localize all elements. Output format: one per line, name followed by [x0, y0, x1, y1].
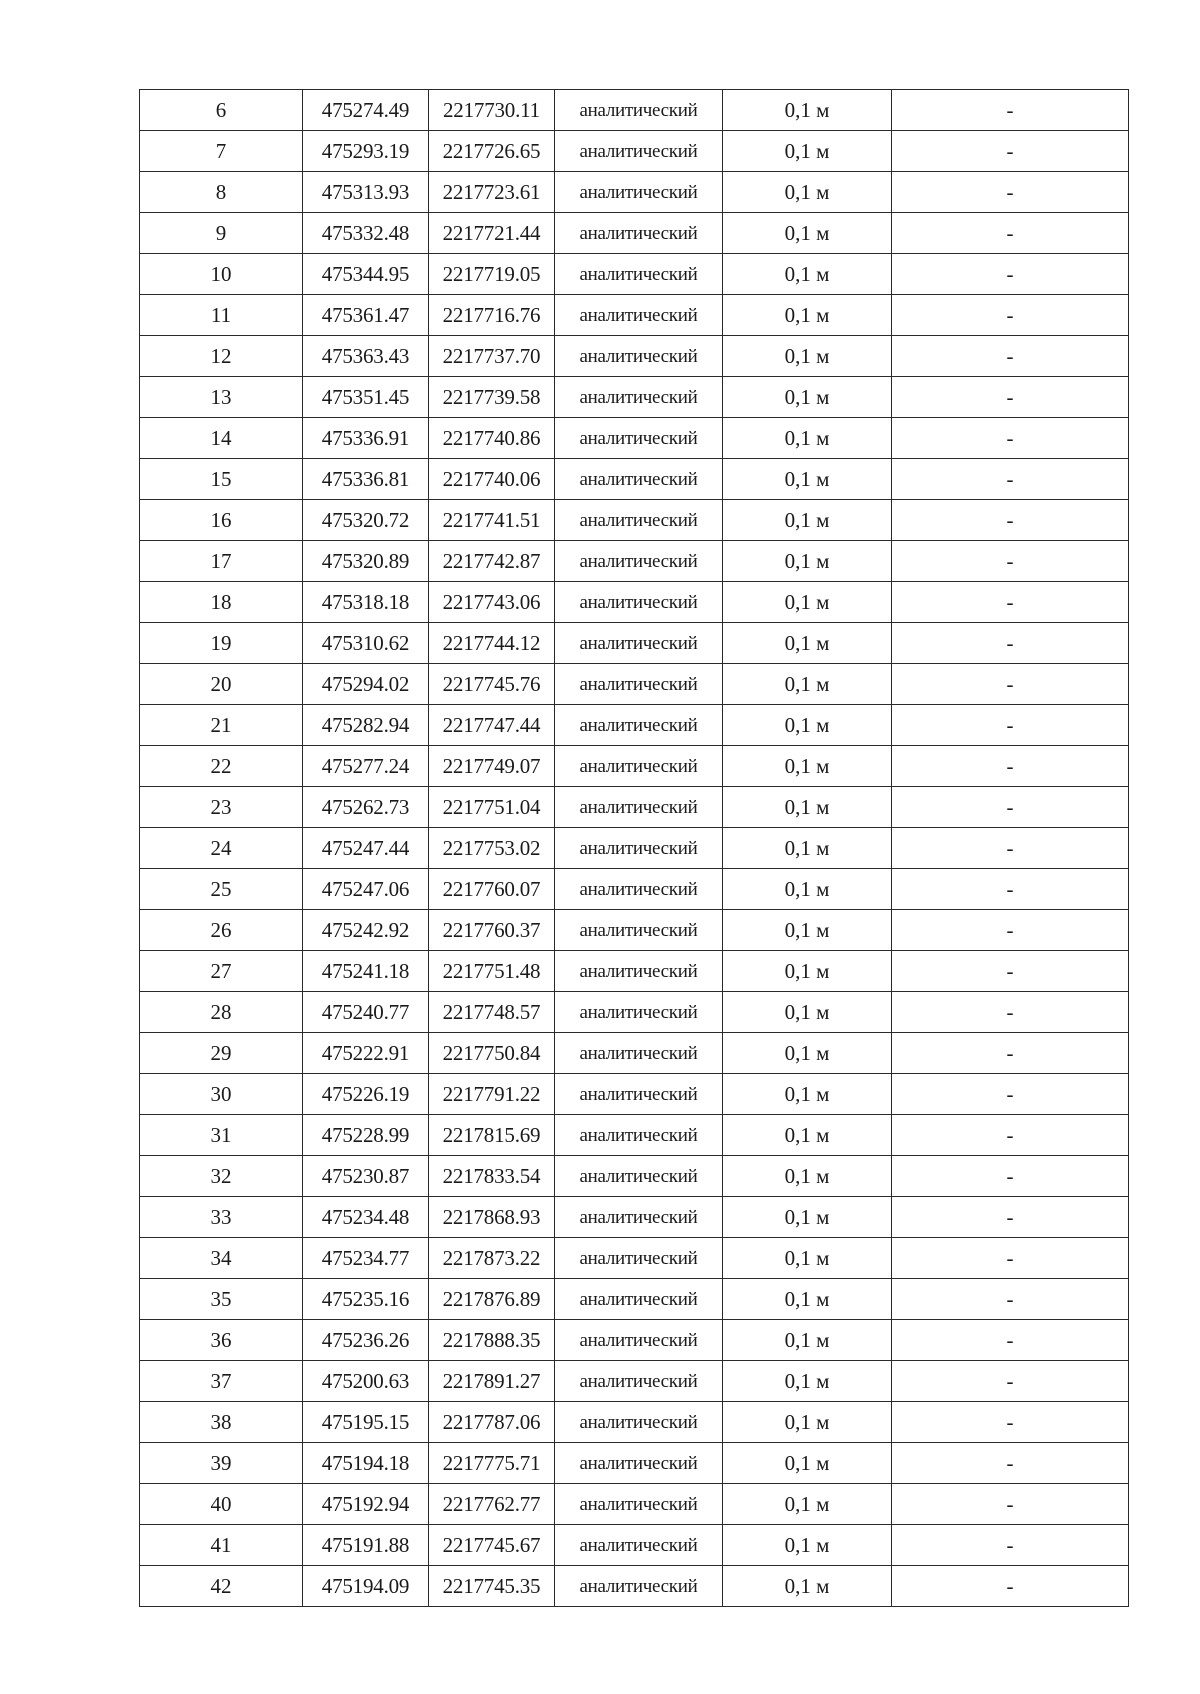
x-coordinate-cell: 475192.94 [303, 1484, 429, 1525]
x-coordinate-cell: 475226.19 [303, 1074, 429, 1115]
x-coordinate-cell: 475336.81 [303, 459, 429, 500]
table-row [140, 295, 1129, 336]
point-number-cell: 19 [140, 623, 303, 664]
y-coordinate-cell: 2217743.06 [429, 582, 555, 623]
point-number-cell: 41 [140, 1525, 303, 1566]
y-coordinate-cell: 2217751.04 [429, 787, 555, 828]
method-cell: аналитический [555, 1279, 723, 1320]
table-row [140, 213, 1129, 254]
point-number-cell: 39 [140, 1443, 303, 1484]
y-coordinate-cell: 2217739.58 [429, 377, 555, 418]
y-coordinate-cell: 2217730.11 [429, 90, 555, 131]
table-row [140, 582, 1129, 623]
description-cell: - [892, 1197, 1129, 1238]
y-coordinate-cell: 2217716.76 [429, 295, 555, 336]
description-cell: - [892, 1033, 1129, 1074]
y-coordinate-cell: 2217719.05 [429, 254, 555, 295]
method-cell: аналитический [555, 1033, 723, 1074]
accuracy-cell: 0,1 м [723, 951, 892, 992]
y-coordinate-cell: 2217760.07 [429, 869, 555, 910]
table-row [140, 1033, 1129, 1074]
point-number-cell: 13 [140, 377, 303, 418]
x-coordinate-cell: 475351.45 [303, 377, 429, 418]
description-cell: - [892, 582, 1129, 623]
table-row [140, 418, 1129, 459]
x-coordinate-cell: 475313.93 [303, 172, 429, 213]
y-coordinate-cell: 2217745.76 [429, 664, 555, 705]
point-number-cell: 33 [140, 1197, 303, 1238]
accuracy-cell: 0,1 м [723, 1115, 892, 1156]
method-cell: аналитический [555, 1156, 723, 1197]
method-cell: аналитический [555, 254, 723, 295]
method-cell: аналитический [555, 336, 723, 377]
description-cell: - [892, 1525, 1129, 1566]
accuracy-cell: 0,1 м [723, 787, 892, 828]
x-coordinate-cell: 475274.49 [303, 90, 429, 131]
description-cell: - [892, 90, 1129, 131]
y-coordinate-cell: 2217721.44 [429, 213, 555, 254]
table-row [140, 1156, 1129, 1197]
table-row [140, 1238, 1129, 1279]
x-coordinate-cell: 475194.09 [303, 1566, 429, 1607]
point-number-cell: 16 [140, 500, 303, 541]
coordinates-table [139, 89, 1129, 1607]
x-coordinate-cell: 475320.72 [303, 500, 429, 541]
coordinates-table-body [140, 90, 1129, 1607]
y-coordinate-cell: 2217744.12 [429, 623, 555, 664]
table-row [140, 459, 1129, 500]
point-number-cell: 42 [140, 1566, 303, 1607]
method-cell: аналитический [555, 1320, 723, 1361]
x-coordinate-cell: 475336.91 [303, 418, 429, 459]
accuracy-cell: 0,1 м [723, 1525, 892, 1566]
y-coordinate-cell: 2217740.86 [429, 418, 555, 459]
x-coordinate-cell: 475247.06 [303, 869, 429, 910]
point-number-cell: 40 [140, 1484, 303, 1525]
accuracy-cell: 0,1 м [723, 1402, 892, 1443]
method-cell: аналитический [555, 582, 723, 623]
accuracy-cell: 0,1 м [723, 623, 892, 664]
description-cell: - [892, 869, 1129, 910]
point-number-cell: 15 [140, 459, 303, 500]
x-coordinate-cell: 475200.63 [303, 1361, 429, 1402]
method-cell: аналитический [555, 1238, 723, 1279]
description-cell: - [892, 1443, 1129, 1484]
table-row [140, 1320, 1129, 1361]
description-cell: - [892, 705, 1129, 746]
x-coordinate-cell: 475222.91 [303, 1033, 429, 1074]
x-coordinate-cell: 475282.94 [303, 705, 429, 746]
description-cell: - [892, 1238, 1129, 1279]
x-coordinate-cell: 475310.62 [303, 623, 429, 664]
accuracy-cell: 0,1 м [723, 1566, 892, 1607]
table-row [140, 1361, 1129, 1402]
method-cell: аналитический [555, 500, 723, 541]
description-cell: - [892, 1074, 1129, 1115]
method-cell: аналитический [555, 1525, 723, 1566]
point-number-cell: 12 [140, 336, 303, 377]
method-cell: аналитический [555, 787, 723, 828]
method-cell: аналитический [555, 131, 723, 172]
table-row [140, 787, 1129, 828]
description-cell: - [892, 1115, 1129, 1156]
x-coordinate-cell: 475240.77 [303, 992, 429, 1033]
method-cell: аналитический [555, 1443, 723, 1484]
method-cell: аналитический [555, 1074, 723, 1115]
accuracy-cell: 0,1 м [723, 500, 892, 541]
description-cell: - [892, 910, 1129, 951]
table-row [140, 623, 1129, 664]
accuracy-cell: 0,1 м [723, 336, 892, 377]
table-row [140, 1566, 1129, 1607]
table-row [140, 992, 1129, 1033]
table-row [140, 90, 1129, 131]
point-number-cell: 24 [140, 828, 303, 869]
y-coordinate-cell: 2217787.06 [429, 1402, 555, 1443]
accuracy-cell: 0,1 м [723, 459, 892, 500]
point-number-cell: 10 [140, 254, 303, 295]
description-cell: - [892, 377, 1129, 418]
x-coordinate-cell: 475318.18 [303, 582, 429, 623]
method-cell: аналитический [555, 541, 723, 582]
y-coordinate-cell: 2217740.06 [429, 459, 555, 500]
x-coordinate-cell: 475194.18 [303, 1443, 429, 1484]
method-cell: аналитический [555, 705, 723, 746]
accuracy-cell: 0,1 м [723, 90, 892, 131]
method-cell: аналитический [555, 295, 723, 336]
table-row [140, 705, 1129, 746]
y-coordinate-cell: 2217891.27 [429, 1361, 555, 1402]
y-coordinate-cell: 2217753.02 [429, 828, 555, 869]
point-number-cell: 17 [140, 541, 303, 582]
x-coordinate-cell: 475361.47 [303, 295, 429, 336]
x-coordinate-cell: 475228.99 [303, 1115, 429, 1156]
x-coordinate-cell: 475320.89 [303, 541, 429, 582]
x-coordinate-cell: 475191.88 [303, 1525, 429, 1566]
accuracy-cell: 0,1 м [723, 172, 892, 213]
description-cell: - [892, 1320, 1129, 1361]
y-coordinate-cell: 2217750.84 [429, 1033, 555, 1074]
x-coordinate-cell: 475363.43 [303, 336, 429, 377]
x-coordinate-cell: 475230.87 [303, 1156, 429, 1197]
table-row [140, 869, 1129, 910]
table-row [140, 951, 1129, 992]
table-row [140, 254, 1129, 295]
method-cell: аналитический [555, 213, 723, 254]
accuracy-cell: 0,1 м [723, 295, 892, 336]
method-cell: аналитический [555, 418, 723, 459]
y-coordinate-cell: 2217833.54 [429, 1156, 555, 1197]
method-cell: аналитический [555, 1484, 723, 1525]
method-cell: аналитический [555, 623, 723, 664]
description-cell: - [892, 992, 1129, 1033]
method-cell: аналитический [555, 1402, 723, 1443]
point-number-cell: 21 [140, 705, 303, 746]
table-row [140, 828, 1129, 869]
description-cell: - [892, 828, 1129, 869]
description-cell: - [892, 336, 1129, 377]
table-row [140, 1074, 1129, 1115]
accuracy-cell: 0,1 м [723, 1238, 892, 1279]
y-coordinate-cell: 2217876.89 [429, 1279, 555, 1320]
point-number-cell: 35 [140, 1279, 303, 1320]
y-coordinate-cell: 2217745.67 [429, 1525, 555, 1566]
table-row [140, 1525, 1129, 1566]
description-cell: - [892, 131, 1129, 172]
description-cell: - [892, 746, 1129, 787]
table-row [140, 746, 1129, 787]
table-row [140, 377, 1129, 418]
table-row [140, 1197, 1129, 1238]
accuracy-cell: 0,1 м [723, 254, 892, 295]
y-coordinate-cell: 2217775.71 [429, 1443, 555, 1484]
accuracy-cell: 0,1 м [723, 828, 892, 869]
point-number-cell: 23 [140, 787, 303, 828]
x-coordinate-cell: 475234.48 [303, 1197, 429, 1238]
point-number-cell: 7 [140, 131, 303, 172]
table-row [140, 336, 1129, 377]
accuracy-cell: 0,1 м [723, 1197, 892, 1238]
table-row [140, 541, 1129, 582]
point-number-cell: 28 [140, 992, 303, 1033]
method-cell: аналитический [555, 1197, 723, 1238]
table-row [140, 131, 1129, 172]
description-cell: - [892, 213, 1129, 254]
accuracy-cell: 0,1 м [723, 541, 892, 582]
point-number-cell: 29 [140, 1033, 303, 1074]
point-number-cell: 11 [140, 295, 303, 336]
y-coordinate-cell: 2217745.35 [429, 1566, 555, 1607]
description-cell: - [892, 541, 1129, 582]
method-cell: аналитический [555, 869, 723, 910]
description-cell: - [892, 1484, 1129, 1525]
accuracy-cell: 0,1 м [723, 131, 892, 172]
accuracy-cell: 0,1 м [723, 992, 892, 1033]
accuracy-cell: 0,1 м [723, 746, 892, 787]
accuracy-cell: 0,1 м [723, 869, 892, 910]
point-number-cell: 32 [140, 1156, 303, 1197]
y-coordinate-cell: 2217791.22 [429, 1074, 555, 1115]
y-coordinate-cell: 2217888.35 [429, 1320, 555, 1361]
x-coordinate-cell: 475195.15 [303, 1402, 429, 1443]
y-coordinate-cell: 2217751.48 [429, 951, 555, 992]
accuracy-cell: 0,1 м [723, 664, 892, 705]
y-coordinate-cell: 2217748.57 [429, 992, 555, 1033]
description-cell: - [892, 1279, 1129, 1320]
accuracy-cell: 0,1 м [723, 1320, 892, 1361]
x-coordinate-cell: 475332.48 [303, 213, 429, 254]
table-row [140, 1115, 1129, 1156]
accuracy-cell: 0,1 м [723, 213, 892, 254]
accuracy-cell: 0,1 м [723, 910, 892, 951]
description-cell: - [892, 295, 1129, 336]
accuracy-cell: 0,1 м [723, 377, 892, 418]
description-cell: - [892, 459, 1129, 500]
y-coordinate-cell: 2217749.07 [429, 746, 555, 787]
point-number-cell: 30 [140, 1074, 303, 1115]
accuracy-cell: 0,1 м [723, 1033, 892, 1074]
accuracy-cell: 0,1 м [723, 1361, 892, 1402]
point-number-cell: 26 [140, 910, 303, 951]
y-coordinate-cell: 2217726.65 [429, 131, 555, 172]
accuracy-cell: 0,1 м [723, 418, 892, 459]
method-cell: аналитический [555, 459, 723, 500]
description-cell: - [892, 1156, 1129, 1197]
x-coordinate-cell: 475241.18 [303, 951, 429, 992]
y-coordinate-cell: 2217737.70 [429, 336, 555, 377]
accuracy-cell: 0,1 м [723, 705, 892, 746]
point-number-cell: 38 [140, 1402, 303, 1443]
point-number-cell: 36 [140, 1320, 303, 1361]
description-cell: - [892, 254, 1129, 295]
y-coordinate-cell: 2217873.22 [429, 1238, 555, 1279]
method-cell: аналитический [555, 1115, 723, 1156]
y-coordinate-cell: 2217760.37 [429, 910, 555, 951]
x-coordinate-cell: 475234.77 [303, 1238, 429, 1279]
description-cell: - [892, 787, 1129, 828]
point-number-cell: 25 [140, 869, 303, 910]
y-coordinate-cell: 2217868.93 [429, 1197, 555, 1238]
method-cell: аналитический [555, 951, 723, 992]
table-row [140, 1402, 1129, 1443]
method-cell: аналитический [555, 1361, 723, 1402]
method-cell: аналитический [555, 992, 723, 1033]
x-coordinate-cell: 475293.19 [303, 131, 429, 172]
accuracy-cell: 0,1 м [723, 1156, 892, 1197]
x-coordinate-cell: 475247.44 [303, 828, 429, 869]
method-cell: аналитический [555, 910, 723, 951]
y-coordinate-cell: 2217747.44 [429, 705, 555, 746]
description-cell: - [892, 1566, 1129, 1607]
point-number-cell: 18 [140, 582, 303, 623]
accuracy-cell: 0,1 м [723, 1484, 892, 1525]
accuracy-cell: 0,1 м [723, 1279, 892, 1320]
x-coordinate-cell: 475344.95 [303, 254, 429, 295]
method-cell: аналитический [555, 377, 723, 418]
table-row [140, 664, 1129, 705]
point-number-cell: 20 [140, 664, 303, 705]
point-number-cell: 31 [140, 1115, 303, 1156]
point-number-cell: 22 [140, 746, 303, 787]
x-coordinate-cell: 475236.26 [303, 1320, 429, 1361]
description-cell: - [892, 664, 1129, 705]
method-cell: аналитический [555, 172, 723, 213]
method-cell: аналитический [555, 664, 723, 705]
description-cell: - [892, 500, 1129, 541]
description-cell: - [892, 418, 1129, 459]
table-row [140, 910, 1129, 951]
y-coordinate-cell: 2217815.69 [429, 1115, 555, 1156]
x-coordinate-cell: 475294.02 [303, 664, 429, 705]
accuracy-cell: 0,1 м [723, 1443, 892, 1484]
table-row [140, 172, 1129, 213]
x-coordinate-cell: 475277.24 [303, 746, 429, 787]
x-coordinate-cell: 475242.92 [303, 910, 429, 951]
accuracy-cell: 0,1 м [723, 1074, 892, 1115]
x-coordinate-cell: 475235.16 [303, 1279, 429, 1320]
table-row [140, 1443, 1129, 1484]
point-number-cell: 34 [140, 1238, 303, 1279]
y-coordinate-cell: 2217741.51 [429, 500, 555, 541]
y-coordinate-cell: 2217742.87 [429, 541, 555, 582]
description-cell: - [892, 1361, 1129, 1402]
y-coordinate-cell: 2217762.77 [429, 1484, 555, 1525]
x-coordinate-cell: 475262.73 [303, 787, 429, 828]
table-row [140, 500, 1129, 541]
method-cell: аналитический [555, 828, 723, 869]
description-cell: - [892, 951, 1129, 992]
y-coordinate-cell: 2217723.61 [429, 172, 555, 213]
point-number-cell: 37 [140, 1361, 303, 1402]
description-cell: - [892, 172, 1129, 213]
method-cell: аналитический [555, 1566, 723, 1607]
point-number-cell: 9 [140, 213, 303, 254]
accuracy-cell: 0,1 м [723, 582, 892, 623]
method-cell: аналитический [555, 746, 723, 787]
point-number-cell: 6 [140, 90, 303, 131]
point-number-cell: 27 [140, 951, 303, 992]
point-number-cell: 14 [140, 418, 303, 459]
point-number-cell: 8 [140, 172, 303, 213]
method-cell: аналитический [555, 90, 723, 131]
description-cell: - [892, 623, 1129, 664]
table-row [140, 1279, 1129, 1320]
description-cell: - [892, 1402, 1129, 1443]
table-row [140, 1484, 1129, 1525]
